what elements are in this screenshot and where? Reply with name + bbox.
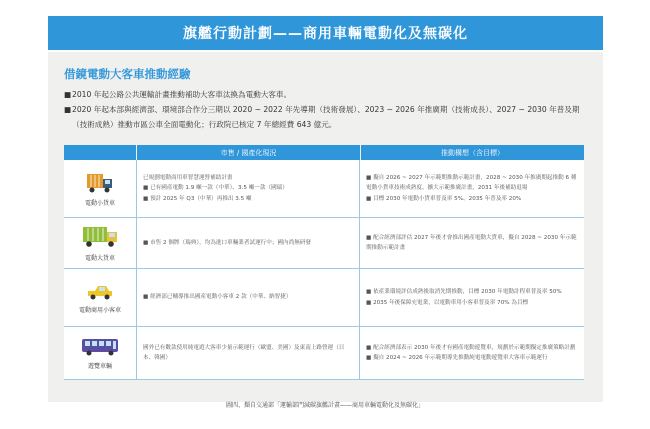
bullet-text: 2020 年起本部與經濟部、環境部合作分三期以 2020 ~ 2022 年先導期（技術發展）、2023 ~ 2026 年推廣期（技術成長）、2027 ~ 2030 年普及期（技術成熟）推動市區公車全面電動化；行政院已核定 7 年總經費 643 億元。 [72,105,580,129]
header-plan: 推動構想（含目標） [361,145,584,160]
section-title: 借鏡電動大客車推動經驗 [64,67,191,81]
vehicle-label: 電動商用小客車 [78,306,121,314]
vehicle-label: 電動小貨車 [84,199,115,207]
header-icon-column [64,145,136,160]
comparison-table [64,145,584,380]
vehicle-cell [64,160,137,217]
table-row [64,269,584,327]
electric-bus-icon [80,336,120,358]
bullet-square-icon: ■ [64,105,72,114]
cell-text: ■ 目標 2030 年電動小貨車普及率 5%、2035 年普及率 20% [366,195,522,202]
plan-cell [360,327,583,379]
table-row [64,160,584,218]
electric-pickup-icon [85,282,115,302]
vehicle-cell [64,269,137,326]
figure-caption: 圖四、擷自交通部「運輸部門減碳旗艦計畫——商用車輛電動化及無碳化」 [225,402,424,409]
cell-text: ■ 配合經濟部評估 2027 年後才會推出國產電動大貨車，擬自 2028 ~ 2030 年示範期推動示範計畫 [366,234,577,251]
banner-title: 旗艦行動計劃——商用車輛電動化及無碳化 [48,16,603,50]
vehicle-cell [64,327,137,379]
bullet-list [64,87,584,132]
electric-truck-icon [85,171,115,195]
table-row [64,218,584,269]
bullet-square-icon: ■ [64,90,72,99]
content-panel [48,52,603,402]
bullet-item [64,87,584,102]
table-row [64,327,584,380]
current-status-cell [137,160,360,217]
bullet-text: 2010 年起公路公共運輸計畫推動補助大客車汰換為電動大客車。 [72,90,292,99]
table-header [64,145,584,160]
plan-cell [360,160,583,217]
cell-text: ■ 已有國產電動 1.9 噸一款（中華）、3.5 噸一款（國瑞） [143,185,288,192]
cell-text: 已規劃電動商用車智慧運營補助計畫 [143,174,233,181]
bullet-item [64,102,584,132]
cell-text: ■ 擬自 2026 ~ 2027 年示範期推動示範計畫，2028 ~ 2030 年推廣期起推動 6 種電動小貨車技術成熟度、擴大示範推廣計畫，2031 年後補助退場 [366,174,577,192]
current-status-cell [137,218,360,268]
current-status-cell [137,327,360,379]
vehicle-cell [64,218,137,268]
cell-text: ■ 配合經濟部表示 2030 年後才有國產電動遊覽車，規劃於示範期擬定推廣策略計劃 [366,344,576,351]
header-current-status: 市售 / 國產化現況 [137,145,360,160]
cell-text: ■ 預計 2025 年 Q3（中華）再推出 3.5 噸 [143,195,252,202]
cell-text: ■ 依產業環境評估成熟後取消先期推動，目標 2030 年電動計程車普及率 50% [366,289,562,295]
plan-cell [360,269,583,326]
cell-text: ■ 經濟部已輔導推出國產電動小客車 2 款（中華、納智捷） [143,294,292,301]
vehicle-label: 遊覽車輛 [87,363,112,370]
electric-big-truck-icon [81,224,119,250]
current-status-cell [137,269,360,326]
cell-text: ■ 市售 2 個牌（瑞典），均為進口車輛業者試運行中；國內尚無研發 [143,239,312,246]
cell-text: ■ 2035 年後保障充電業，以電動車用小客車普及率 70% 為目標 [366,299,529,306]
cell-text: ■ 擬自 2024 ~ 2026 年示範期導先推動純電電動遊覽車大客車示範運行 [366,355,548,361]
vehicle-label: 電動大貨車 [84,255,115,262]
cell-text: 國外已有數款使用純電遊大客車少量示範運行（歐盟、美國）及東南上路營運（日本、韓國） [143,344,345,361]
plan-cell [360,218,583,268]
